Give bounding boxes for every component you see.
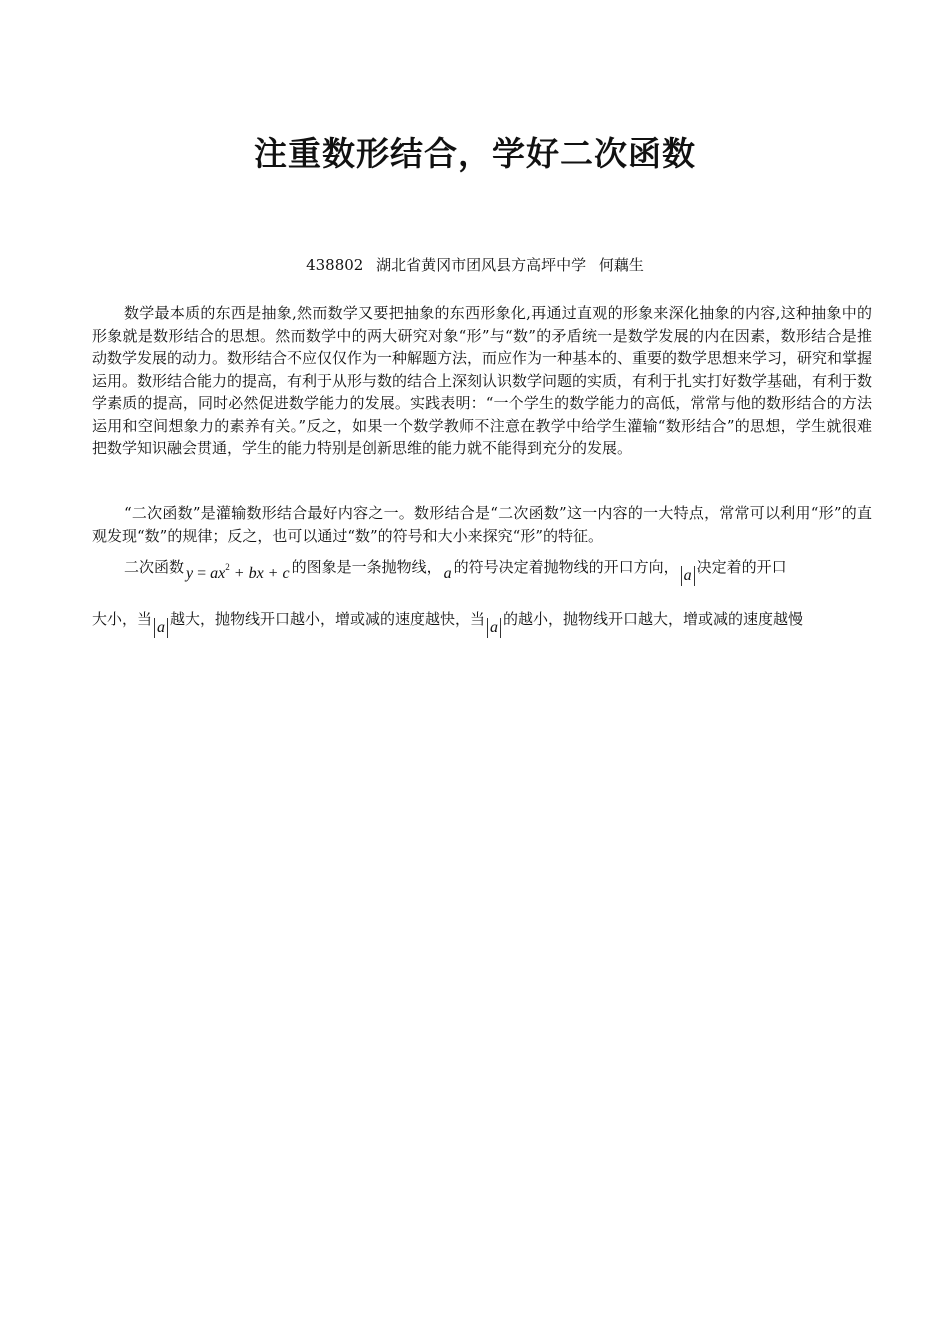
body-paragraph-1	[92, 302, 872, 460]
paragraph-3-seg1: 二次函数	[124, 558, 185, 576]
author-affiliation: 湖北省黄冈市团风县方高坪中学	[376, 256, 587, 274]
formula-exponent: 2	[225, 562, 230, 572]
formula-y: y	[186, 565, 194, 582]
abs-a-2: a	[487, 618, 501, 638]
variable-a: a	[443, 565, 452, 582]
body-paragraph-2	[92, 502, 872, 547]
author-postcode: 438802	[306, 256, 364, 274]
paragraph-2-text: “二次函数”是灌输数形结合最好内容之一。数形结合是“二次函数”这一内容的一大特点，常常可以利用“形”的直观发现“数”的规律；反之，也可以通过“数”的符号和大小来探究“形”的特征。	[92, 504, 872, 545]
author-line	[0, 254, 950, 275]
author-name: 何藕生	[598, 256, 644, 274]
paragraph-3-seg3: 的符号决定着抛物线的开口方向，	[453, 558, 679, 576]
paragraph-3-seg4: 决定着的开口	[696, 558, 787, 576]
body-paragraph-4	[92, 608, 872, 638]
paragraph-3-seg2: 的图象是一条抛物线，	[291, 558, 442, 576]
paragraph-1-text: 数学最本质的东西是抽象,然而数学又要把抽象的东西形象化,再通过直观的形象来深化抽象的内容,这种抽象中的形象就是数形结合的思想。然而数学中的两大研究对象“形”与“数”的矛盾统一是数学发展的内在因素，数形结合是推动数学发展的动力。数形结合不应仅仅作为一种解题方法，而应作为一种基本的、重要的数学思想来学习，研究和掌握运用。数形结合能力的提高，有利于从形与数的结合上深刻认识数学问题的实质，有利于扎实打好数学基础，有利于数学素质的提高，同时必然促进数学能力的发展。实践表明：“一个学生的数学能力的高低，常常与他的数形结合的方法运用和空间想象力的素养有关。”反之，如果一个数学教师不注意在教学中给学生灌输“数形结合”的思想，学生就很难把数学知识融会贯通，学生的能力特别是创新思维的能力就不能得到充分的发展。	[92, 304, 873, 457]
quadratic-formula	[186, 556, 290, 585]
body-paragraph-3	[92, 556, 872, 586]
paragraph-4-seg2: 越大，抛物线开口越小，增或减的速度越快，当	[170, 610, 486, 628]
formula-ax: ax	[210, 565, 226, 582]
document-title: 注重数形结合，学好二次函数	[254, 134, 696, 173]
abs-a-1: a	[154, 618, 168, 638]
paragraph-4-seg1: 大小，当	[92, 610, 153, 628]
formula-equals: =	[193, 565, 211, 582]
formula-rest: + bx + c	[229, 565, 290, 582]
abs-a: a	[681, 566, 695, 586]
paragraph-4-seg3: 的越小，抛物线开口越大，增或减的速度越慢	[503, 610, 804, 628]
